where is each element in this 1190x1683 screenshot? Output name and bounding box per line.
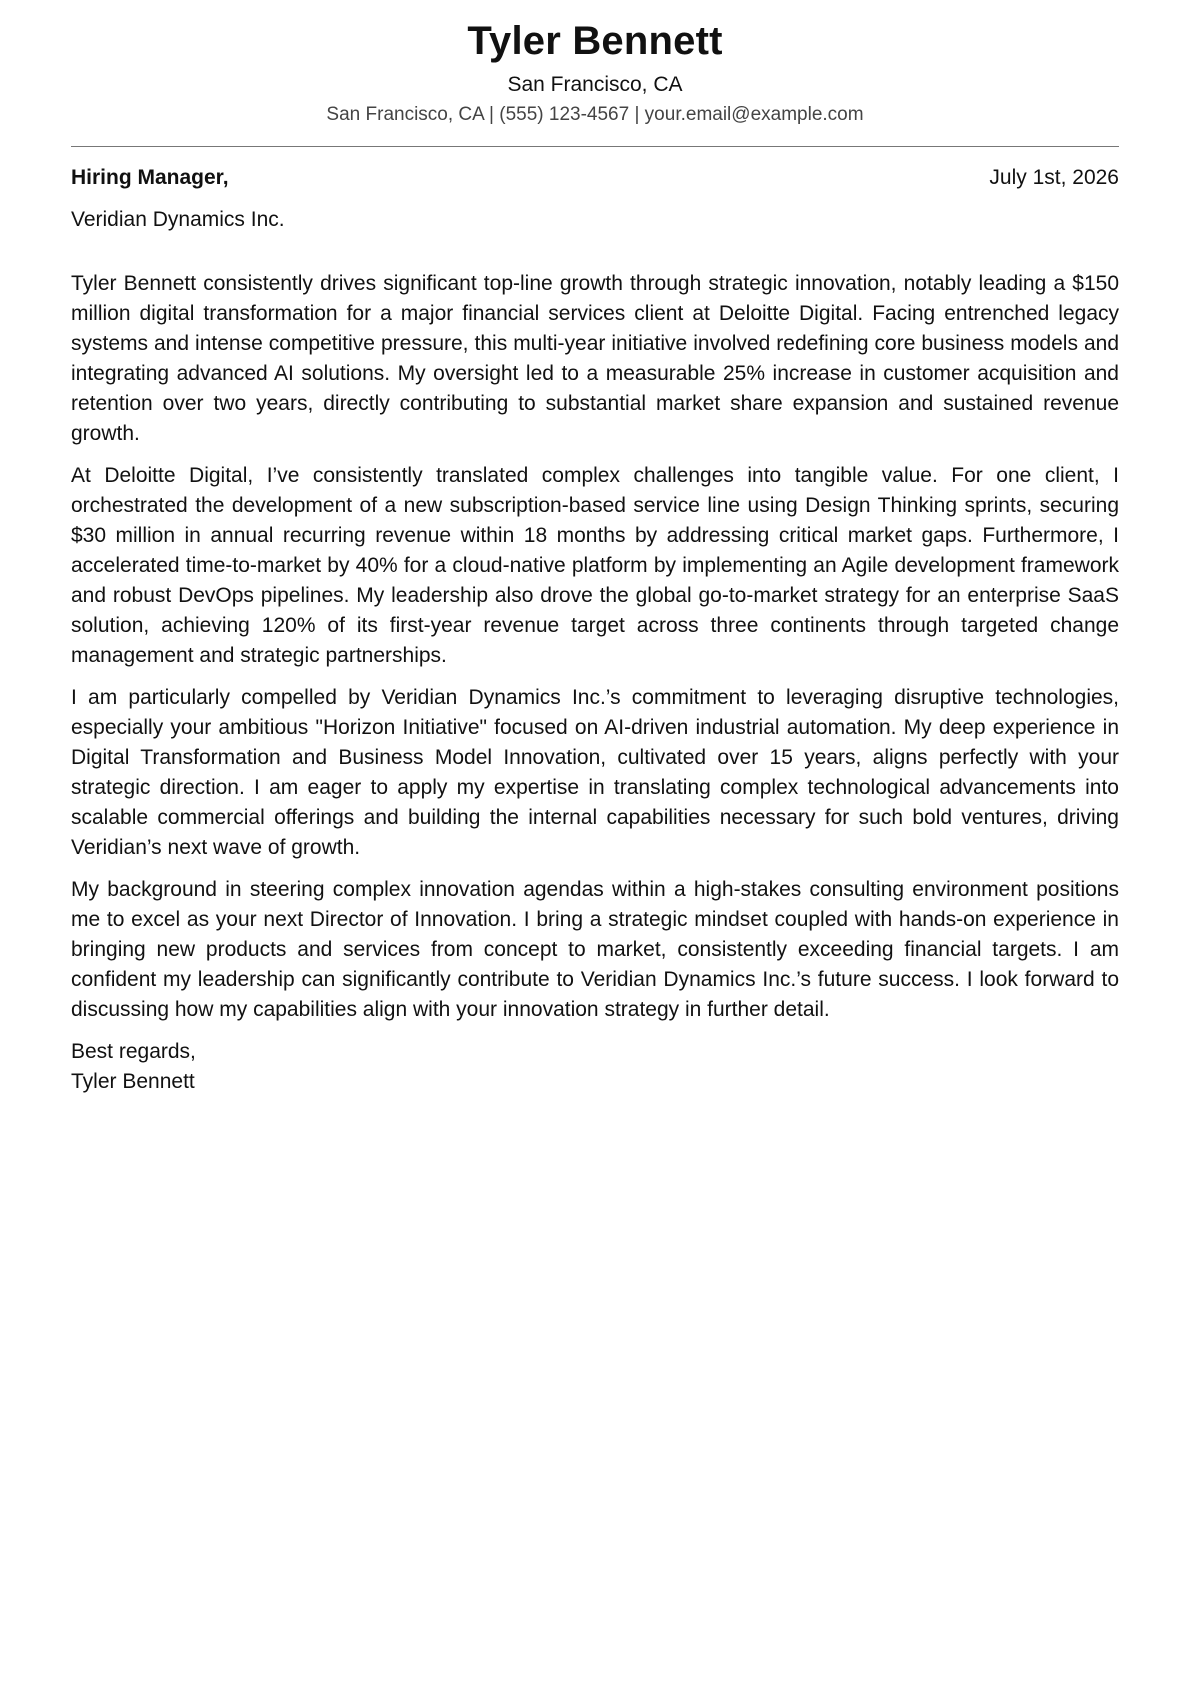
recipient-date-row	[71, 163, 1119, 193]
closing-salutation: Best regards,	[71, 1040, 196, 1063]
sender-name: Tyler Bennett	[467, 19, 723, 63]
letter-date: July 1st, 2026	[989, 166, 1119, 189]
header-divider	[71, 146, 1119, 147]
body-paragraph-2: At Deloitte Digital, I’ve consistently translated complex challenges into tangible value. For one client, I orchestrated the development of a new subscription-based service line using Design Thinking sprints, securing $30 million in annual recurring revenue within 18 months by addressing critical market gaps. Furthermore, I accelerated time-to-market by 40% for a cloud-native platform by implementing an Agile development framework and robust DevOps pipelines. My leadership also drove the global go-to-market strategy for an enterprise SaaS solution, achieving 120% of its first-year revenue target across three continents through targeted change management and strategic partnerships.	[71, 464, 1119, 667]
recipient-greeting: Hiring Manager,	[71, 166, 229, 189]
body-paragraph-4: My background in steering complex innovation agendas within a high-stakes consulting environment positions me to excel as your next Director of Innovation. I bring a strategic mindset coupled with hands-on experience in bringing new products and services from concept to market, consistently exceeding financial targets. I am confident my leadership can significantly contribute to Veridian Dynamics Inc.’s future success. I look forward to discussing how my capabilities align with your innovation strategy in further detail.	[71, 878, 1119, 1021]
letter-closing	[71, 1037, 1119, 1097]
letter-header	[71, 0, 1119, 130]
recipient-company: Veridian Dynamics Inc.	[71, 208, 285, 231]
body-paragraph-3: I am particularly compelled by Veridian Dynamics Inc.’s commitment to leveraging disruptive technologies, especially your ambitious "Horizon Initiative" focused on AI-driven industrial automation. My deep experience in Digital Transformation and Business Model Innovation, cultivated over 15 years, aligns perfectly with your strategic direction. I am eager to apply my expertise in translating complex technological advancements into scalable commercial offerings and building the internal capabilities necessary for such bold ventures, driving Veridian’s next wave of growth.	[71, 686, 1119, 859]
letter-body	[71, 269, 1119, 1025]
sender-location: San Francisco, CA	[507, 73, 683, 96]
body-paragraph-1: Tyler Bennett consistently drives significant top-line growth through strategic innovation, notably leading a $150 million digital transformation for a major financial services client at Deloitte Digital. Facing entrenched legacy systems and intense competitive pressure, this multi-year initiative involved redefining core business models and integrating advanced AI solutions. My oversight led to a measurable 25% increase in customer acquisition and retention over two years, directly contributing to substantial market share expansion and sustained revenue growth.	[71, 272, 1119, 445]
closing-signature: Tyler Bennett	[71, 1070, 195, 1093]
sender-contact-line: San Francisco, CA | (555) 123-4567 | your.email@example.com	[326, 104, 864, 125]
